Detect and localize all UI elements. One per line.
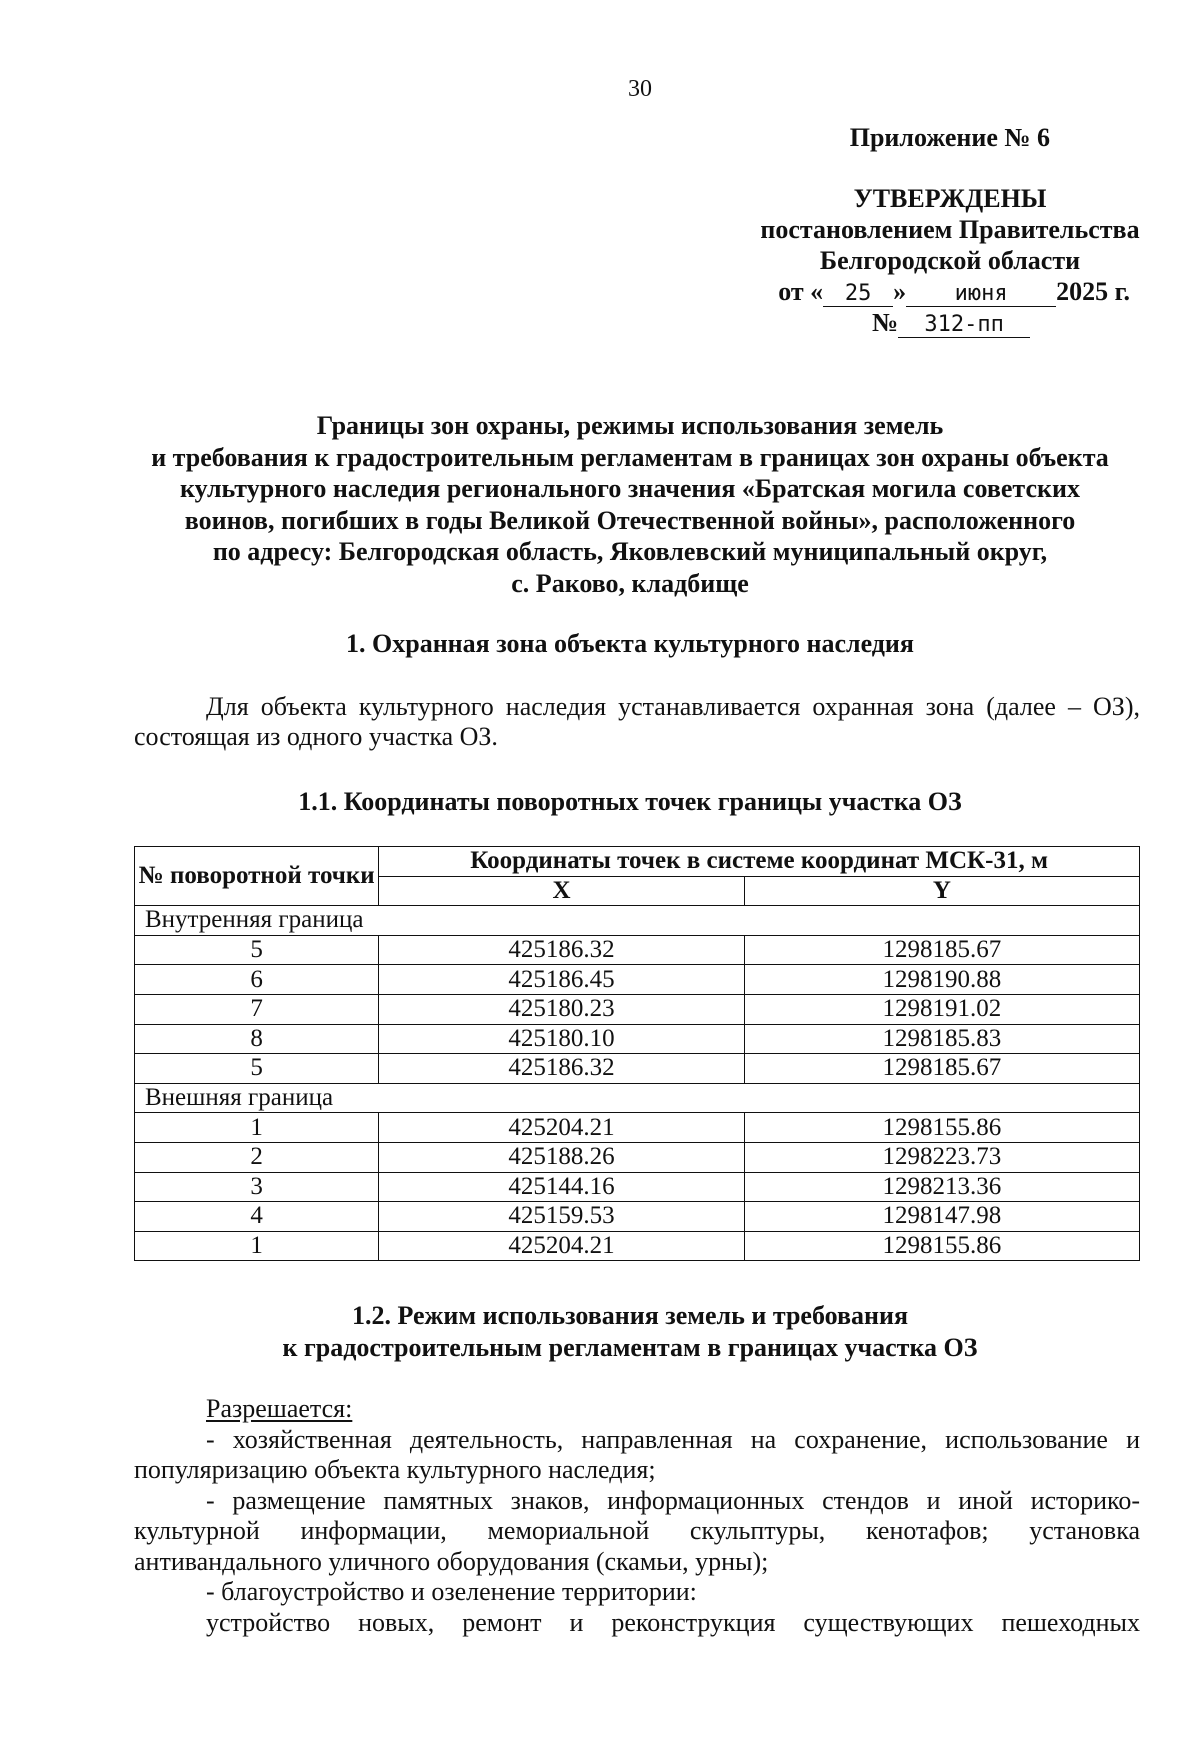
cell-y: 1298147.98 (744, 1202, 1139, 1232)
section-1-1-heading: 1.1. Координаты поворотных точек границы участка ОЗ (298, 787, 962, 816)
cell-x: 425180.10 (379, 1024, 744, 1054)
document-title (120, 410, 1140, 599)
title-line-2: и требования к градостроительным регламентам в границах зон охраны объекта (151, 442, 1109, 472)
group-outer-label: Внешняя граница (135, 1083, 1140, 1113)
table-row (135, 994, 1140, 1024)
table-row (135, 1024, 1140, 1054)
cell-x: 425204.21 (379, 1231, 744, 1261)
cell-x: 425159.53 (379, 1202, 744, 1232)
date-prefix: от « (778, 277, 824, 306)
appendix-label: Приложение № 6 (849, 123, 1050, 152)
cell-x: 425186.32 (379, 935, 744, 965)
cell-x: 425186.45 (379, 965, 744, 995)
cell-y: 1298190.88 (744, 965, 1139, 995)
table-row (135, 935, 1140, 965)
allowed-label: Разрешается: (206, 1394, 353, 1423)
coordinates-table (134, 846, 1140, 1261)
approval-line-2: Белгородской области (819, 246, 1081, 275)
section-1-paragraph-text: Для объекта культурного наследия устанавливается охранная зона (далее – ОЗ), состоящая из одного участка ОЗ. (134, 692, 1140, 751)
table-row (135, 1202, 1140, 1232)
approval-date (700, 276, 1140, 307)
allowed-item-3: - благоустройство и озеленение территории: (206, 1577, 697, 1606)
section-1-heading: 1. Охранная зона объекта культурного наследия (346, 629, 914, 658)
cell-x: 425144.16 (379, 1172, 744, 1202)
cell-point: 1 (135, 1231, 379, 1261)
cell-y: 1298223.73 (744, 1142, 1139, 1172)
cell-x: 425204.21 (379, 1113, 744, 1143)
cell-y: 1298155.86 (744, 1231, 1139, 1261)
cell-point: 8 (135, 1024, 379, 1054)
cell-point: 5 (135, 935, 379, 965)
cell-point: 4 (135, 1202, 379, 1232)
cell-point: 7 (135, 994, 379, 1024)
approval-block (700, 122, 1140, 338)
cell-y: 1298185.83 (744, 1024, 1139, 1054)
approval-number (700, 307, 1140, 338)
table-group-row (135, 906, 1140, 936)
cell-y: 1298155.86 (744, 1113, 1139, 1143)
header-x: X (379, 876, 744, 906)
allowed-item-2: - размещение памятных знаков, информационных стендов и иной историко-культурной информации, мемориальной скульптуры, кенотафов; установка антивандального уличного оборудования (скамьи, урны); (134, 1485, 1140, 1576)
date-day (823, 280, 893, 307)
cell-point: 2 (135, 1142, 379, 1172)
title-line-1: Границы зон охраны, режимы использования земель (316, 411, 944, 440)
title-line-4: воинов, погибших в годы Великой Отечественной войны», расположенного (184, 505, 1076, 535)
page-number: 30 (628, 76, 652, 102)
cell-point: 5 (135, 1054, 379, 1084)
number-value: 312-пп (924, 312, 1004, 337)
section-1-2-heading (120, 1300, 1140, 1363)
header-y: Y (744, 876, 1139, 906)
header-coordinates: Координаты точек в системе координат МСК-31, м (379, 847, 1140, 877)
table-row (135, 1054, 1140, 1084)
date-mid: » (893, 277, 907, 306)
date-day-value: 25 (844, 281, 872, 306)
allowed-item-4: устройство новых, ремонт и реконструкция существующих пешеходных (206, 1607, 1140, 1637)
header-point-number: № поворотной точки (135, 847, 379, 906)
approved-label: УТВЕРЖДЕНЫ (853, 184, 1047, 213)
allowed-list (134, 1394, 1140, 1638)
section-1-paragraph (134, 692, 1140, 752)
section-1-2-heading-line-1: 1.2. Режим использования земель и требования (351, 1301, 909, 1330)
cell-point: 3 (135, 1172, 379, 1202)
table-row (135, 1142, 1140, 1172)
cell-x: 425188.26 (379, 1142, 744, 1172)
table-group-row (135, 1083, 1140, 1113)
title-line-6: с. Раково, кладбище (511, 568, 749, 598)
group-inner-label: Внутренняя граница (135, 906, 1140, 936)
cell-point: 6 (135, 965, 379, 995)
table-row (135, 1172, 1140, 1202)
table-row (135, 1231, 1140, 1261)
cell-y: 1298213.36 (744, 1172, 1139, 1202)
table-row (135, 965, 1140, 995)
table-row (135, 1113, 1140, 1143)
cell-point: 1 (135, 1113, 379, 1143)
allowed-item-1: - хозяйственная деятельность, направленная на сохранение, использование и популяризацию объекта культурного наследия; (134, 1424, 1140, 1484)
date-month-value: июня (954, 281, 1008, 306)
date-month (906, 280, 1056, 307)
title-line-3: культурного наследия регионального значения «Братская могила советских (180, 474, 1080, 503)
title-line-5: по адресу: Белгородская область, Яковлевский муниципальный округ, (212, 537, 1048, 566)
cell-y: 1298191.02 (744, 994, 1139, 1024)
cell-x: 425180.23 (379, 994, 744, 1024)
cell-x: 425186.32 (379, 1054, 744, 1084)
date-year: 2025 г. (1056, 277, 1130, 306)
number-prefix: № (872, 308, 899, 337)
cell-y: 1298185.67 (744, 1054, 1139, 1084)
approval-line-1: постановлением Правительства (760, 215, 1140, 244)
cell-y: 1298185.67 (744, 935, 1139, 965)
section-1-2-heading-line-2: к градостроительным регламентам в границах участка ОЗ (282, 1332, 978, 1362)
number-field (898, 311, 1030, 338)
